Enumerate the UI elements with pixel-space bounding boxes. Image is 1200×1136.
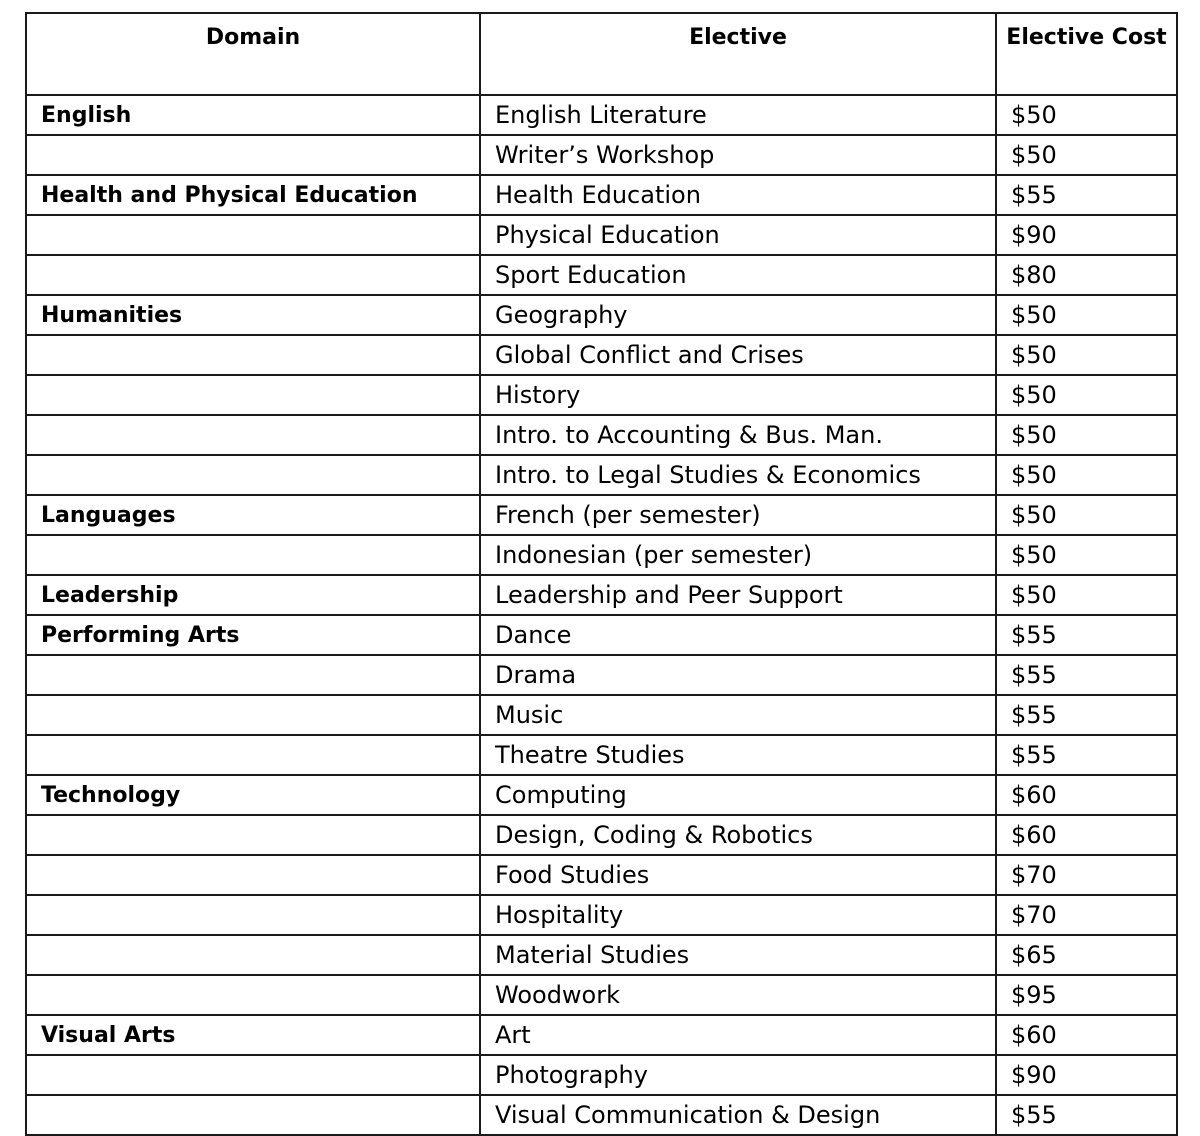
elective-cell: French (per semester) [480, 495, 996, 535]
domain-cell: Leadership [26, 575, 480, 615]
table-row [26, 695, 1177, 735]
domain-cell [26, 655, 480, 695]
table-row [26, 1055, 1177, 1095]
table-row [26, 975, 1177, 1015]
elective-cost-cell: $50 [996, 375, 1177, 415]
elective-cell: Music [480, 695, 996, 735]
elective-cost-cell: $55 [996, 655, 1177, 695]
elective-cell: English Literature [480, 95, 996, 135]
elective-cell: History [480, 375, 996, 415]
table-row [26, 575, 1177, 615]
elective-cell: Computing [480, 775, 996, 815]
elective-cell: Hospitality [480, 895, 996, 935]
domain-cell [26, 255, 480, 295]
domain-cell: Health and Physical Education [26, 175, 480, 215]
table-row [26, 335, 1177, 375]
elective-cell: Sport Education [480, 255, 996, 295]
elective-cost-cell: $55 [996, 735, 1177, 775]
elective-cost-cell: $50 [996, 415, 1177, 455]
elective-cell: Dance [480, 615, 996, 655]
elective-cost-cell: $55 [996, 1095, 1177, 1135]
elective-cell: Visual Communication & Design [480, 1095, 996, 1135]
elective-cost-cell: $55 [996, 695, 1177, 735]
elective-cell: Woodwork [480, 975, 996, 1015]
elective-cell: Health Education [480, 175, 996, 215]
elective-cost-cell: $50 [996, 495, 1177, 535]
domain-cell: Languages [26, 495, 480, 535]
domain-cell [26, 215, 480, 255]
elective-cell: Writer’s Workshop [480, 135, 996, 175]
domain-cell [26, 1055, 480, 1095]
domain-cell [26, 975, 480, 1015]
domain-cell [26, 935, 480, 975]
elective-cell: Art [480, 1015, 996, 1055]
domain-cell [26, 415, 480, 455]
elective-cell: Global Conflict and Crises [480, 335, 996, 375]
table-row [26, 535, 1177, 575]
elective-cost-cell: $50 [996, 295, 1177, 335]
elective-cell: Indonesian (per semester) [480, 535, 996, 575]
elective-cost-cell: $50 [996, 95, 1177, 135]
elective-cost-cell: $50 [996, 335, 1177, 375]
elective-cost-cell: $50 [996, 575, 1177, 615]
elective-cost-cell: $90 [996, 1055, 1177, 1095]
table-row [26, 615, 1177, 655]
table-row [26, 455, 1177, 495]
domain-cell: English [26, 95, 480, 135]
domain-cell [26, 735, 480, 775]
header-elective-cost: Elective Cost [996, 13, 1177, 95]
table-row [26, 735, 1177, 775]
domain-cell [26, 535, 480, 575]
table-body [26, 95, 1177, 1135]
elective-cell: Photography [480, 1055, 996, 1095]
domain-cell: Technology [26, 775, 480, 815]
elective-cost-cell: $65 [996, 935, 1177, 975]
table-row [26, 295, 1177, 335]
elective-cost-cell: $60 [996, 775, 1177, 815]
elective-cell: Food Studies [480, 855, 996, 895]
domain-cell [26, 135, 480, 175]
domain-cell: Humanities [26, 295, 480, 335]
table-row [26, 255, 1177, 295]
domain-cell: Performing Arts [26, 615, 480, 655]
table-header-row [26, 13, 1177, 95]
domain-cell [26, 375, 480, 415]
elective-cost-cell: $50 [996, 135, 1177, 175]
table-row [26, 95, 1177, 135]
table-row [26, 1015, 1177, 1055]
elective-cell: Intro. to Accounting & Bus. Man. [480, 415, 996, 455]
table-row [26, 215, 1177, 255]
table-row [26, 175, 1177, 215]
electives-table [25, 12, 1178, 1136]
domain-cell [26, 895, 480, 935]
elective-cell: Geography [480, 295, 996, 335]
domain-cell [26, 815, 480, 855]
elective-cost-cell: $55 [996, 615, 1177, 655]
domain-cell [26, 455, 480, 495]
elective-cost-cell: $50 [996, 455, 1177, 495]
elective-cost-cell: $70 [996, 855, 1177, 895]
table-row [26, 815, 1177, 855]
table-row [26, 655, 1177, 695]
elective-cost-cell: $50 [996, 535, 1177, 575]
elective-cost-cell: $60 [996, 815, 1177, 855]
elective-cost-cell: $95 [996, 975, 1177, 1015]
domain-cell [26, 1095, 480, 1135]
table-row [26, 1095, 1177, 1135]
elective-cell: Drama [480, 655, 996, 695]
elective-cell: Design, Coding & Robotics [480, 815, 996, 855]
elective-cost-cell: $90 [996, 215, 1177, 255]
elective-cell: Leadership and Peer Support [480, 575, 996, 615]
elective-cost-cell: $55 [996, 175, 1177, 215]
table-row [26, 375, 1177, 415]
table-row [26, 895, 1177, 935]
domain-cell [26, 695, 480, 735]
elective-cell: Physical Education [480, 215, 996, 255]
table-row [26, 495, 1177, 535]
domain-cell: Visual Arts [26, 1015, 480, 1055]
header-elective: Elective [480, 13, 996, 95]
elective-cell: Intro. to Legal Studies & Economics [480, 455, 996, 495]
table-row [26, 935, 1177, 975]
elective-cost-cell: $70 [996, 895, 1177, 935]
domain-cell [26, 855, 480, 895]
elective-cell: Theatre Studies [480, 735, 996, 775]
header-domain: Domain [26, 13, 480, 95]
domain-cell [26, 335, 480, 375]
elective-cost-cell: $60 [996, 1015, 1177, 1055]
table-row [26, 775, 1177, 815]
table-row [26, 855, 1177, 895]
elective-cell: Material Studies [480, 935, 996, 975]
table-row [26, 135, 1177, 175]
elective-cost-cell: $80 [996, 255, 1177, 295]
table-row [26, 415, 1177, 455]
